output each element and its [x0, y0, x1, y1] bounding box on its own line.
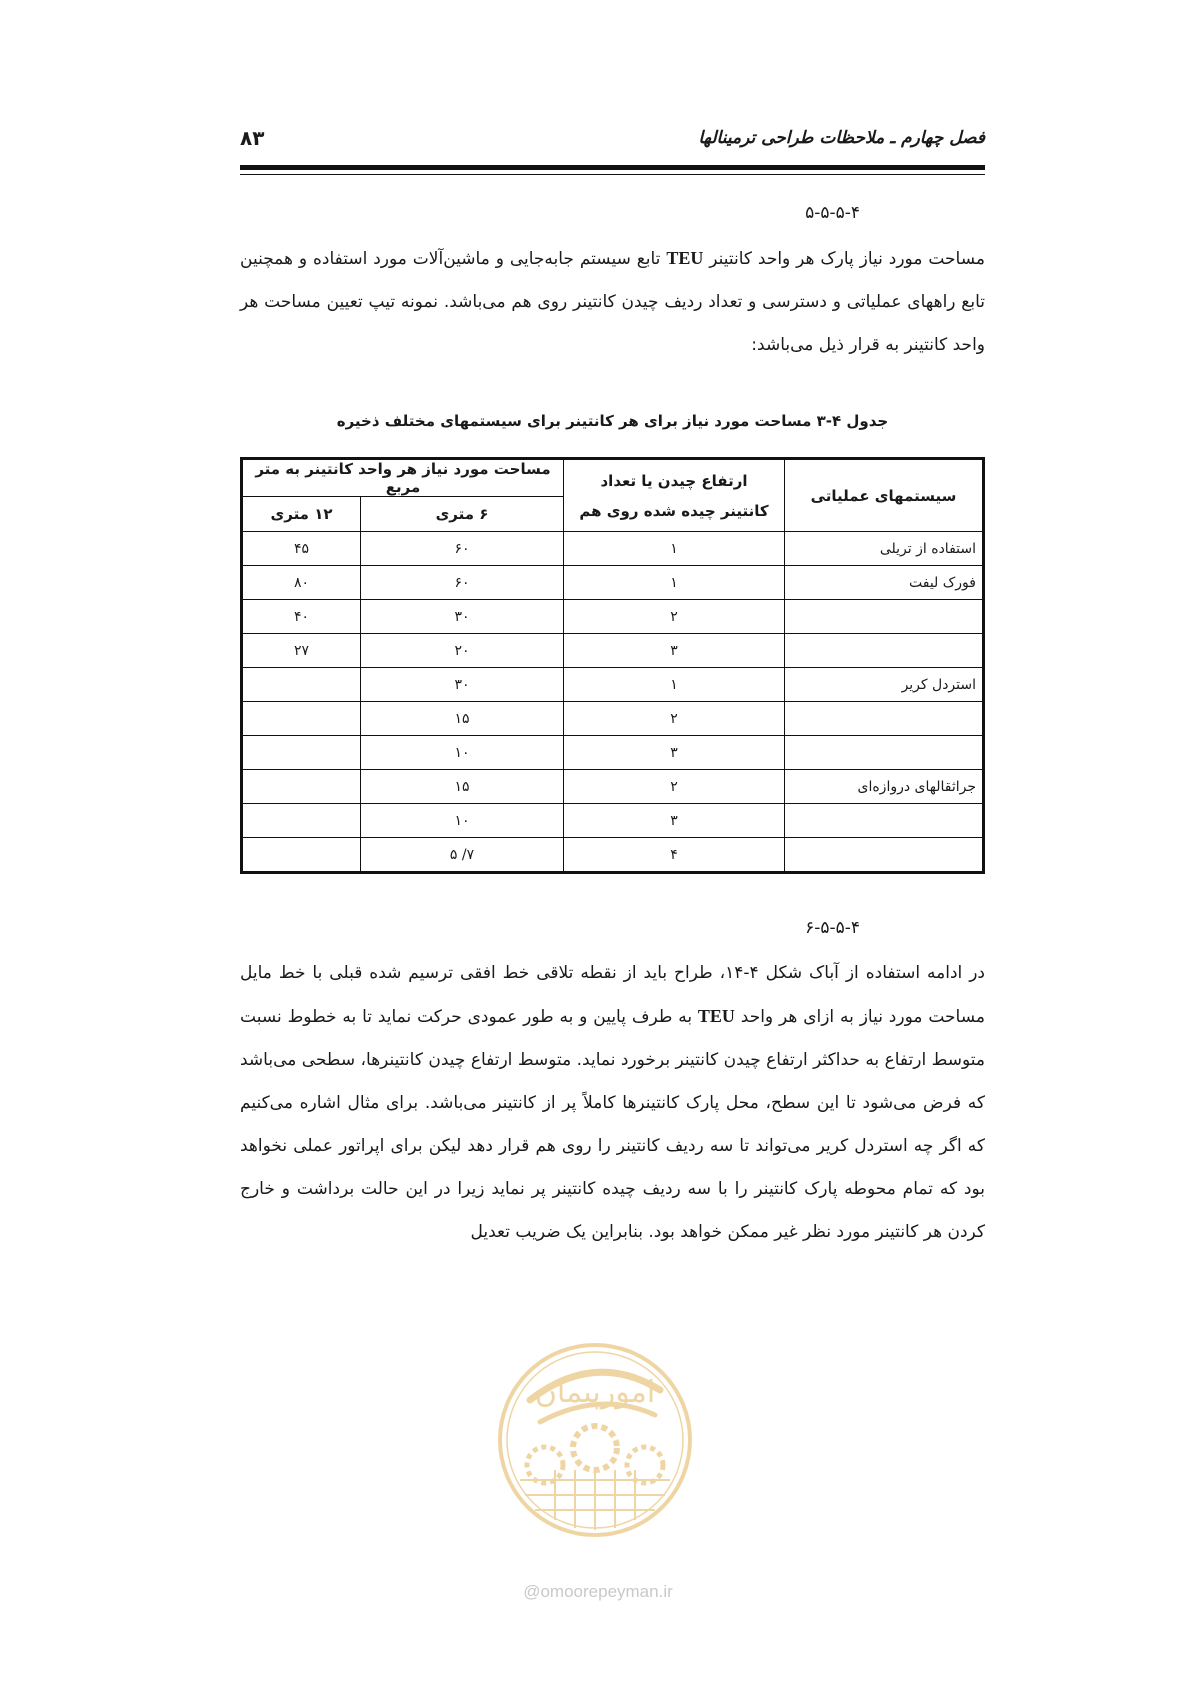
table-row — [242, 804, 984, 838]
cell-12m: ۸۰ — [242, 566, 361, 600]
cell-12m — [242, 838, 361, 873]
storage-area-table — [240, 457, 985, 874]
cell-12m: ۴۵ — [242, 532, 361, 566]
cell-6m: ۷/ ۵ — [361, 838, 564, 873]
cell-height: ۲ — [564, 770, 785, 804]
cell-system: جراثقالهای دروازه‌ای — [785, 770, 984, 804]
header-rule-thick — [240, 165, 985, 170]
table-row — [242, 838, 984, 873]
cell-12m: ۲۷ — [242, 634, 361, 668]
cell-6m: ۱۵ — [361, 770, 564, 804]
cell-height: ۱ — [564, 532, 785, 566]
cell-system — [785, 736, 984, 770]
watermark-logo-text: امورپیمان — [534, 1375, 656, 1410]
cell-6m: ۶۰ — [361, 532, 564, 566]
table-row — [242, 532, 984, 566]
cell-system — [785, 838, 984, 873]
cell-system: فورک لیفت — [785, 566, 984, 600]
cell-6m: ۳۰ — [361, 668, 564, 702]
section-number-2: ۶-۵-۵-۴ — [805, 918, 860, 938]
table-row — [242, 634, 984, 668]
cell-system — [785, 634, 984, 668]
page-number: ۸۳ — [240, 126, 265, 150]
paragraph-bold-term: TEU — [666, 248, 704, 268]
section-number-1: ۵-۵-۵-۴ — [805, 203, 860, 223]
header-systems: سیستمهای عملیاتی — [785, 459, 984, 532]
cell-height: ۳ — [564, 804, 785, 838]
table-row — [242, 770, 984, 804]
cell-height: ۳ — [564, 634, 785, 668]
page-header — [240, 118, 985, 158]
paragraph-2 — [240, 952, 985, 1254]
chapter-title: فصل چهارم ـ ملاحظات طراحی ترمینالها — [698, 128, 985, 148]
cell-12m — [242, 770, 361, 804]
cell-height: ۲ — [564, 600, 785, 634]
header-12m: ۱۲ متری — [242, 497, 361, 532]
header-6m: ۶ متری — [361, 497, 564, 532]
paragraph-text: به طرف پایین و به طور عمودی حرکت نماید تا به خطوط نسبت متوسط ارتفاع به حداکثر ارتفاع چیدن کانتینر برخورد نماید. متوسط ارتفاع چیدن کانتینرها، سطحی می‌باشد که فرض می‌شود تا این سطح، محل پارک کانتینرها کاملاً پر از کانتینر می‌باشد. برای مثال اشاره می‌کنیم که اگر چه استردل کریر می‌تواند تا سه ردیف کانتینر را روی هم قرار دهد لیکن برای اپراتور عملی نخواهد بود که تمام محوطه پارک کانتینر را با سه ردیف چیده کانتینر پر نماید زیرا در این حالت برداشت و خارج کردن هر کانتینر مورد نظر غیر ممکن خواهد بود. بنابراین یک ضریب تعدیل — [240, 1007, 985, 1242]
paragraph-1 — [240, 237, 985, 367]
paragraph-text: مساحت مورد نیاز پارک هر واحد کانتینر — [703, 249, 985, 269]
cell-system: استفاده از تریلی — [785, 532, 984, 566]
header-rule-thin — [240, 174, 985, 175]
cell-12m — [242, 736, 361, 770]
table-body — [242, 532, 984, 873]
cell-12m: ۴۰ — [242, 600, 361, 634]
header-area: مساحت مورد نیاز هر واحد کانتینر به متر مربع — [242, 459, 564, 497]
cell-system — [785, 702, 984, 736]
table-row — [242, 566, 984, 600]
table-row — [242, 668, 984, 702]
table-caption: جدول ۴-۳ مساحت مورد نیاز برای هر کانتینر برای سیستمهای مختلف ذخیره — [336, 412, 889, 430]
cell-height: ۴ — [564, 838, 785, 873]
cell-height: ۲ — [564, 702, 785, 736]
cell-6m: ۶۰ — [361, 566, 564, 600]
paragraph-text: تابع سیستم جابه‌جایی و ماشین‌آلات مورد استفاده و همچنین تابع راههای عملیاتی و دسترسی و تعداد ردیف چیدن کانتینر روی هم می‌باشد. نمونه تیپ تعیین مساحت هر واحد کانتینر به قرار ذیل می‌باشد: — [240, 249, 985, 355]
cell-height: ۱ — [564, 668, 785, 702]
cell-12m — [242, 702, 361, 736]
cell-height: ۳ — [564, 736, 785, 770]
cell-6m: ۱۰ — [361, 804, 564, 838]
table-row — [242, 702, 984, 736]
cell-height: ۱ — [564, 566, 785, 600]
cell-system: استردل کریر — [785, 668, 984, 702]
cell-system — [785, 600, 984, 634]
table-row — [242, 736, 984, 770]
cell-6m: ۳۰ — [361, 600, 564, 634]
paragraph-bold-term: TEU — [697, 1006, 735, 1026]
paragraph-text: در ادامه استفاده از آباک شکل ۴-۱۴، طراح باید از نقطه تلاقی خط افقی ترسیم شده قبلی با خط مایل مساحت مورد نیاز به ازای هر واحد — [240, 963, 985, 1027]
header-stack-height — [564, 459, 785, 532]
cell-system — [785, 804, 984, 838]
header-stack-height-line1: ارتفاع چیدن یا تعداد — [600, 471, 748, 490]
cell-12m — [242, 804, 361, 838]
cell-6m: ۲۰ — [361, 634, 564, 668]
header-stack-height-line2: کانتینر چیده شده روی هم — [579, 501, 769, 520]
cell-6m: ۱۵ — [361, 702, 564, 736]
cell-6m: ۱۰ — [361, 736, 564, 770]
watermark-url: @omoorepeyman.ir — [523, 1582, 673, 1601]
cell-12m — [242, 668, 361, 702]
table-row — [242, 600, 984, 634]
watermark-logo — [490, 1330, 700, 1580]
